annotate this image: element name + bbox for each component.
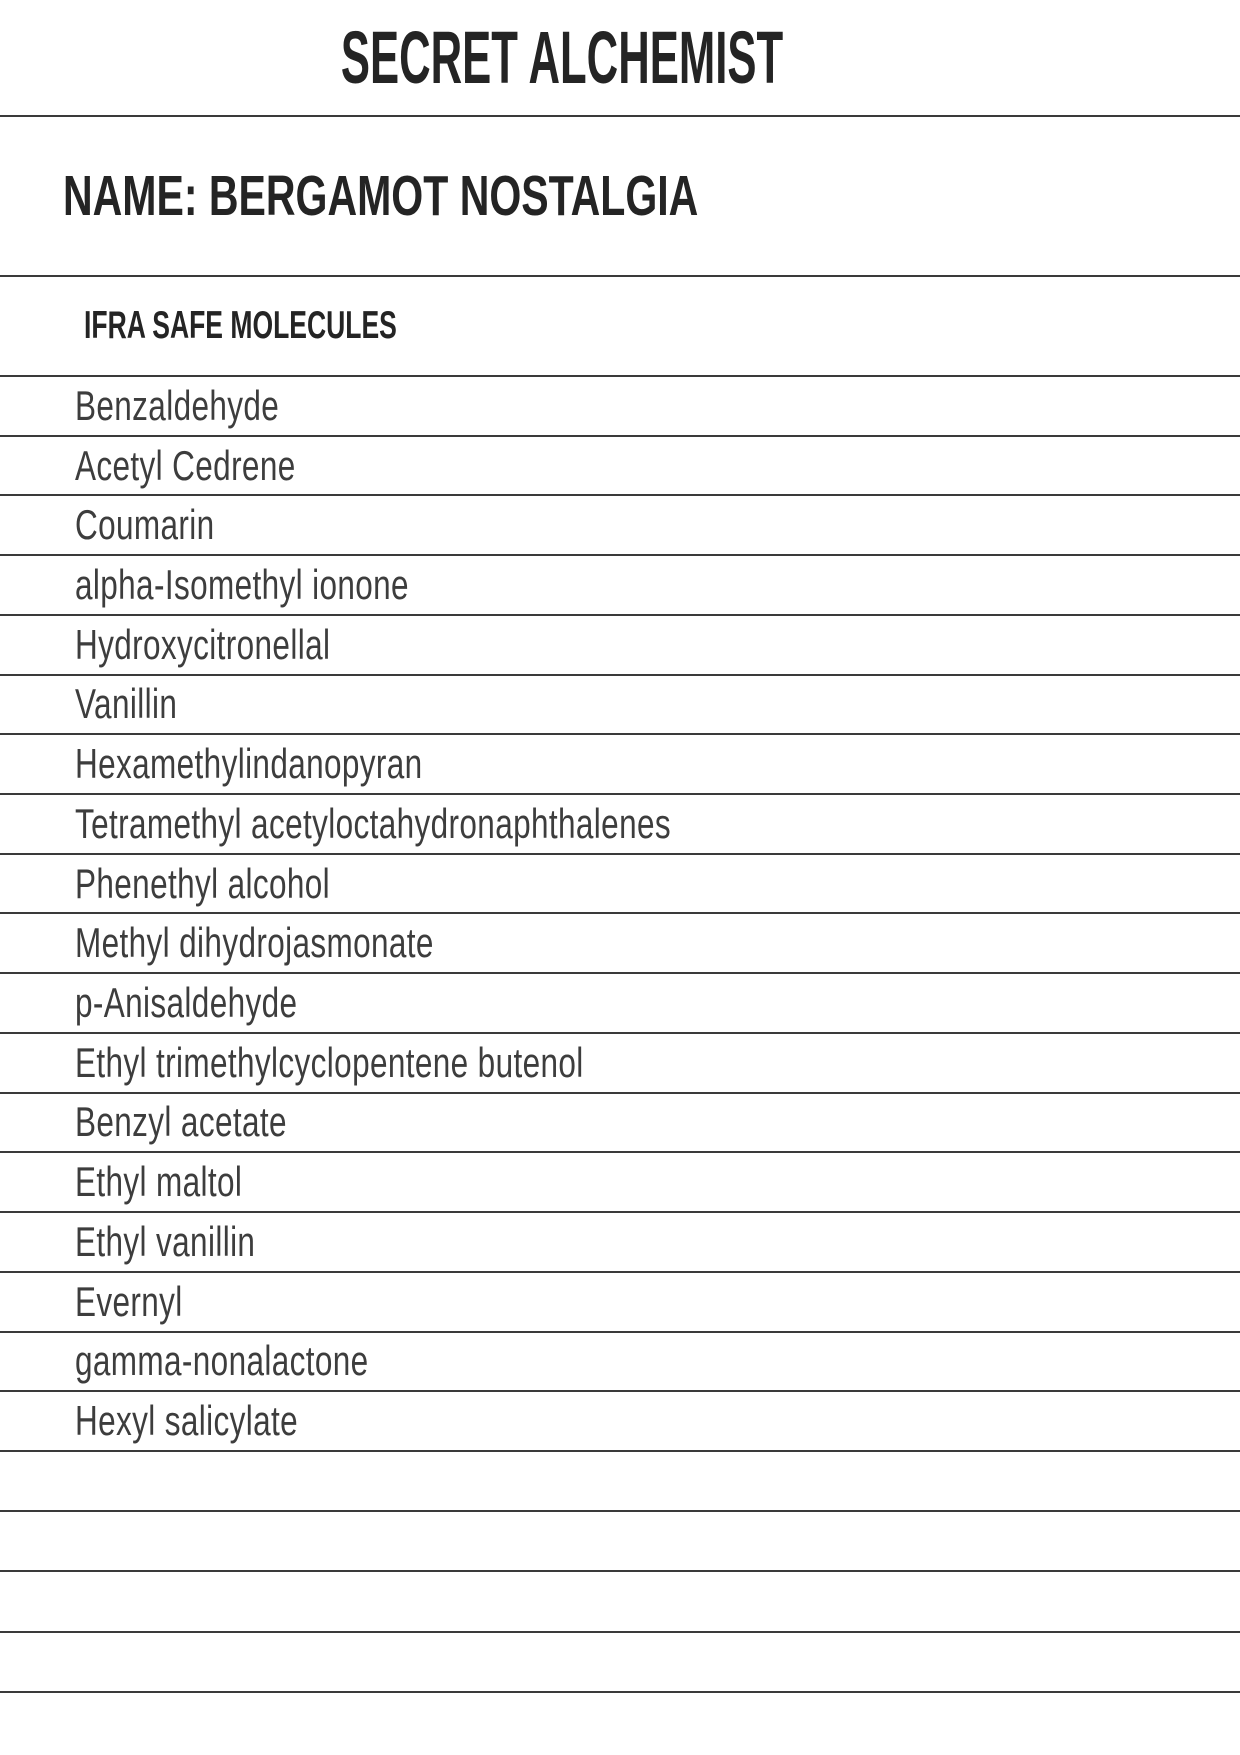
- fragrance-name-heading: NAME: BERGAMOT NOSTALGIA: [63, 164, 699, 228]
- molecule-name: Acetyl Cedrene: [75, 441, 296, 489]
- table-row: [0, 1153, 1240, 1213]
- brand-title: SECRET ALCHEMIST: [340, 16, 784, 99]
- molecule-name: gamma-nonalactone: [75, 1337, 369, 1385]
- table-row: [0, 1034, 1240, 1094]
- table-row: [0, 377, 1240, 437]
- table-row: [0, 676, 1240, 736]
- empty-rows: [0, 1452, 1240, 1755]
- molecule-name: Methyl dihydrojasmonate: [75, 919, 434, 967]
- table-row: [0, 914, 1240, 974]
- molecule-name: Ethyl maltol: [75, 1158, 243, 1206]
- molecule-name: p-Anisaldehyde: [75, 979, 298, 1027]
- empty-table-row: [0, 1452, 1240, 1512]
- table-row: [0, 735, 1240, 795]
- molecule-name: Coumarin: [75, 501, 215, 549]
- table-row: [0, 795, 1240, 855]
- table-row: [0, 1333, 1240, 1393]
- table-row: [0, 974, 1240, 1034]
- molecule-name: Hexyl salicylate: [75, 1397, 299, 1445]
- molecule-name: Benzyl acetate: [75, 1098, 287, 1146]
- molecule-name: Hydroxycitronellal: [75, 620, 331, 668]
- table-header-label: IFRA SAFE MOLECULES: [84, 304, 397, 347]
- empty-table-row: [0, 1572, 1240, 1632]
- table-row: [0, 1094, 1240, 1154]
- table-row: [0, 556, 1240, 616]
- molecule-name: Tetramethyl acetyloctahydronaphthalenes: [75, 799, 671, 847]
- table-row: [0, 1392, 1240, 1452]
- table-row: [0, 855, 1240, 915]
- molecule-name: Ethyl trimethylcyclopentene butenol: [75, 1038, 584, 1086]
- molecule-name: alpha-Isomethyl ionone: [75, 561, 409, 609]
- molecule-list: [0, 377, 1240, 1452]
- empty-table-row: [0, 1512, 1240, 1572]
- molecule-name: Ethyl vanillin: [75, 1217, 256, 1265]
- table-row: [0, 1273, 1240, 1333]
- table-row: [0, 496, 1240, 556]
- molecule-name: Phenethyl alcohol: [75, 859, 331, 907]
- molecule-name: Benzaldehyde: [75, 381, 280, 429]
- molecule-name: Hexamethylindanopyran: [75, 740, 423, 788]
- empty-table-row: [0, 1633, 1240, 1693]
- table-header: [0, 277, 1240, 377]
- empty-table-row: [0, 1693, 1240, 1755]
- name-section: [0, 117, 1240, 277]
- table-row: [0, 437, 1240, 497]
- masthead: [0, 0, 1240, 117]
- table-row: [0, 1213, 1240, 1273]
- molecule-name: Evernyl: [75, 1277, 183, 1325]
- molecule-name: Vanillin: [75, 680, 178, 728]
- table-row: [0, 616, 1240, 676]
